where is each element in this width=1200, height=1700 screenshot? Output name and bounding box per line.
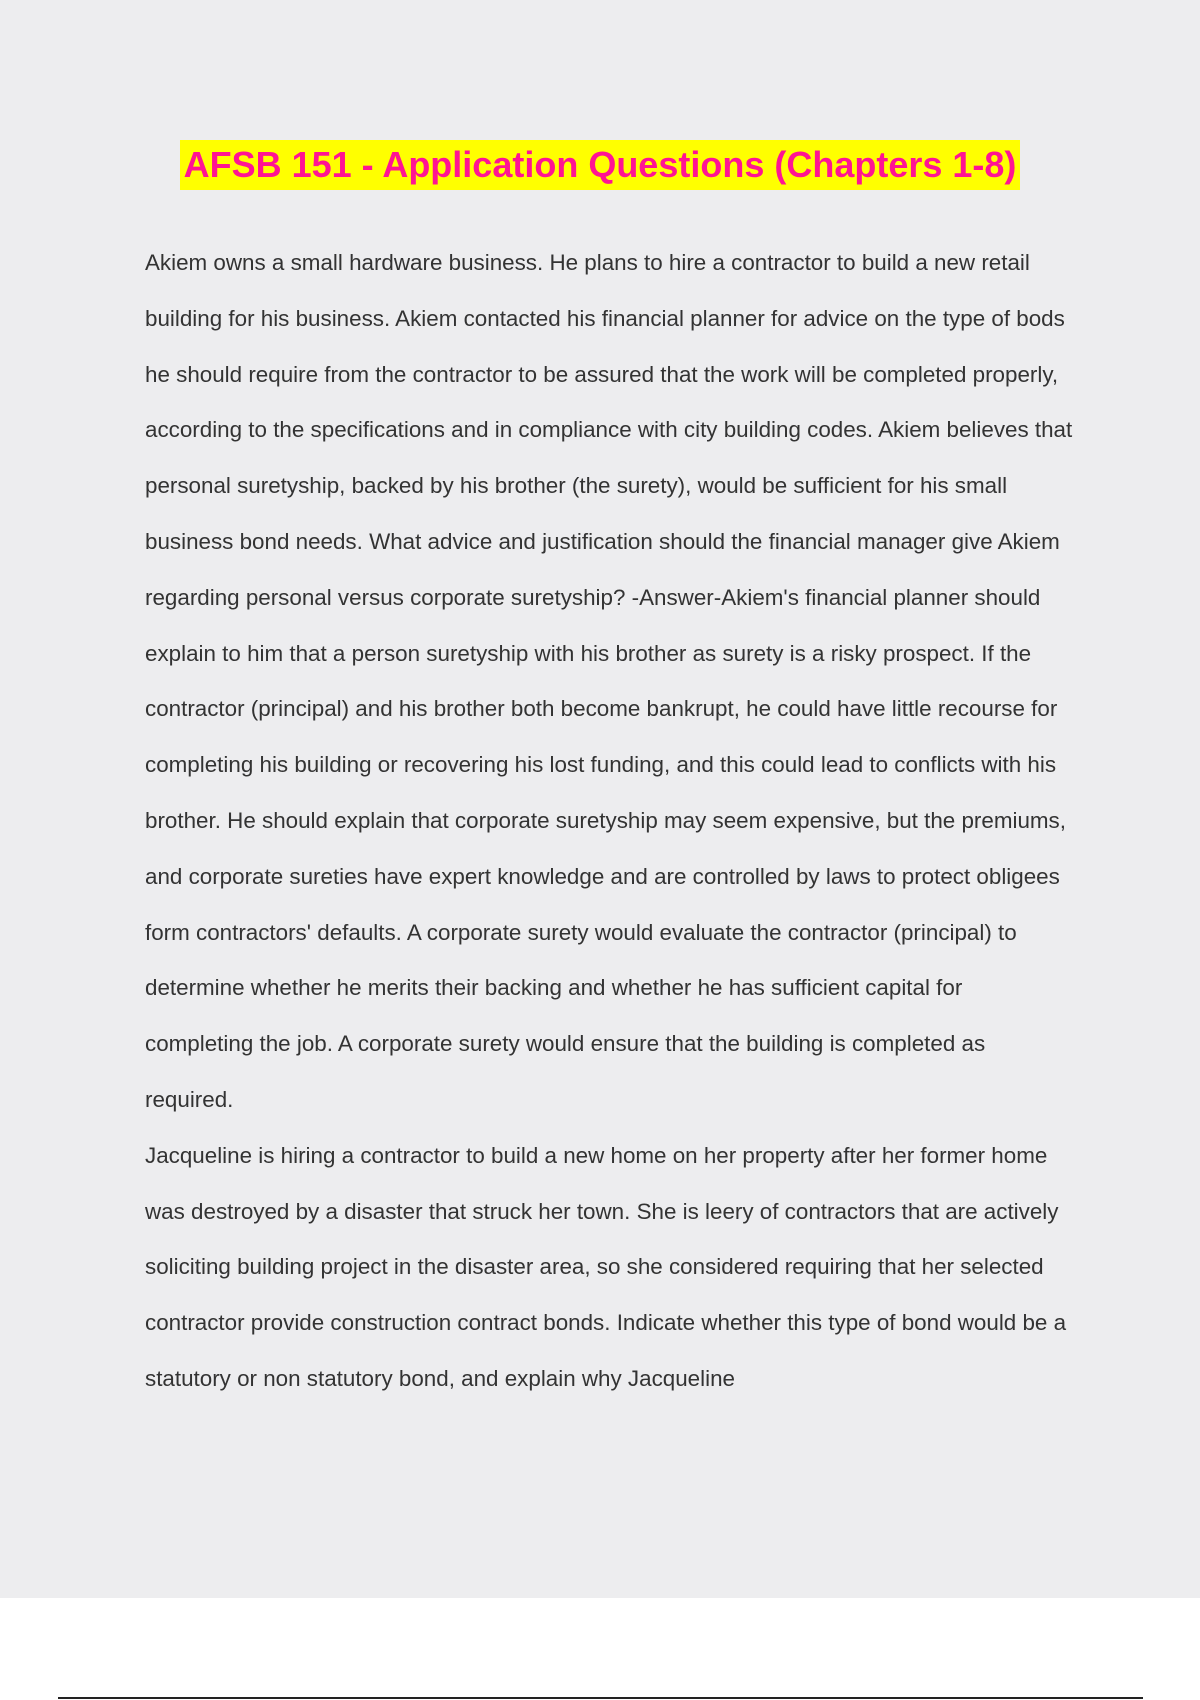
paragraph-akiem: Akiem owns a small hardware business. He plans to hire a contractor to build a new retail building for his business. Akiem contacted his financial planner for advice on the type of bods he should require from the contractor to be assured that the work will be completed properly, according to the specifications and in compliance with city building codes. Akiem believes that personal suretyship, backed by his brother (the surety), would be sufficient for his small business bond needs. What advice and justification should the financial manager give Akiem regarding personal versus corporate suretyship? -Answer-Akiem's financial planner should explain to him that a person suretyship with his brother as surety is a risky prospect. If the contractor (principal) and his brother both become bankrupt, he could have little recourse for completing his building or recovering his lost funding, and this could lead to conflicts with his brother. He should explain that corporate suretyship may seem expensive, but the premiums, and corporate sureties have expert knowledge and are controlled by laws to protect obligees form contractors' defaults. A corporate surety would evaluate the contractor (principal) to determine whether he merits their backing and whether he has sufficient capital for completing the job. A corporate surety would ensure that the building is completed as required. xyxy=(145,250,1073,1112)
paragraph-jacqueline: Jacqueline is hiring a contractor to build a new home on her property after her former home was destroyed by a disaster that struck her town. She is leery of contractors that are actively soliciting building project in the disaster area, so she considered requiring that her selected contractor provide construction contract bonds. Indicate whether this type of bond would be a statutory or non statutory bond, and explain why Jacqueline xyxy=(145,1142,1067,1391)
document-title: AFSB 151 - Application Questions (Chapters 1-8) xyxy=(180,140,1021,190)
document-body xyxy=(145,235,1075,1407)
page-footer-rule xyxy=(58,1697,1143,1699)
title-wrapper xyxy=(0,140,1200,190)
